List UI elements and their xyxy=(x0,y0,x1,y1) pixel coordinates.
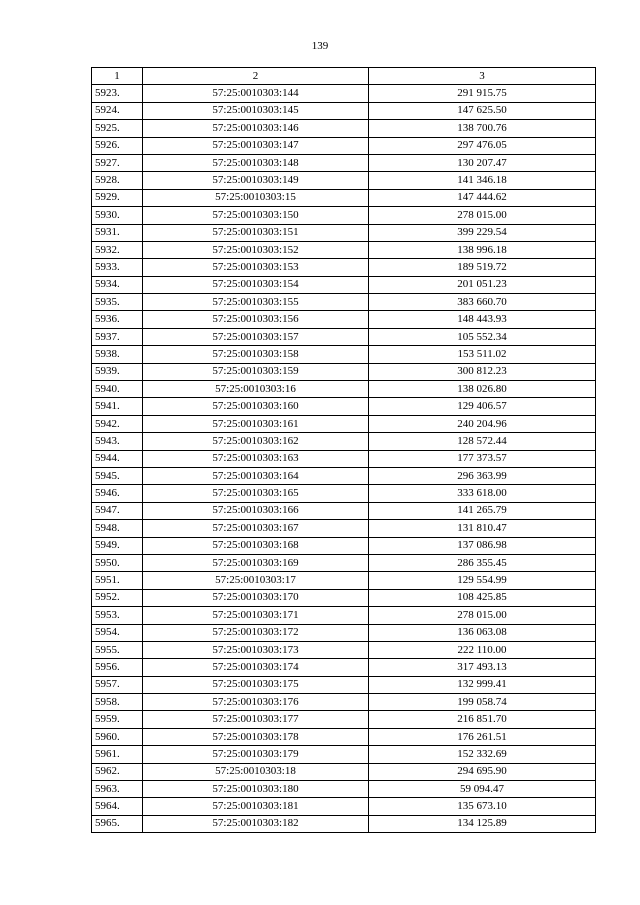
row-number-cell: 5957. xyxy=(92,676,143,693)
table-row xyxy=(92,502,596,519)
table-row xyxy=(92,172,596,189)
cadastral-number-cell: 57:25:0010303:144 xyxy=(143,85,369,102)
cadastral-value-cell: 278 015.00 xyxy=(369,607,596,624)
cadastral-number-cell: 57:25:0010303:164 xyxy=(143,467,369,484)
table-row xyxy=(92,433,596,450)
table-row xyxy=(92,781,596,798)
row-number-cell: 5944. xyxy=(92,450,143,467)
row-number-cell: 5943. xyxy=(92,433,143,450)
row-number-cell: 5950. xyxy=(92,554,143,571)
cadastral-value-cell: 138 996.18 xyxy=(369,241,596,258)
row-number-cell: 5923. xyxy=(92,85,143,102)
row-number-cell: 5965. xyxy=(92,815,143,832)
cadastral-number-cell: 57:25:0010303:163 xyxy=(143,450,369,467)
cadastral-number-cell: 57:25:0010303:156 xyxy=(143,311,369,328)
cadastral-value-cell: 222 110.00 xyxy=(369,641,596,658)
table-row xyxy=(92,259,596,276)
cadastral-value-cell: 177 373.57 xyxy=(369,450,596,467)
cadastral-value-cell: 216 851.70 xyxy=(369,711,596,728)
column-header-1: 1 xyxy=(92,68,143,85)
cadastral-number-cell: 57:25:0010303:182 xyxy=(143,815,369,832)
table-row xyxy=(92,137,596,154)
table-row xyxy=(92,659,596,676)
cadastral-number-cell: 57:25:0010303:179 xyxy=(143,746,369,763)
row-number-cell: 5939. xyxy=(92,363,143,380)
cadastral-value-table xyxy=(91,67,596,833)
cadastral-number-cell: 57:25:0010303:159 xyxy=(143,363,369,380)
cadastral-number-cell: 57:25:0010303:15 xyxy=(143,189,369,206)
table-row xyxy=(92,85,596,102)
table-row xyxy=(92,607,596,624)
row-number-cell: 5935. xyxy=(92,294,143,311)
cadastral-number-cell: 57:25:0010303:162 xyxy=(143,433,369,450)
cadastral-value-cell: 317 493.13 xyxy=(369,659,596,676)
cadastral-value-cell: 153 511.02 xyxy=(369,346,596,363)
row-number-cell: 5959. xyxy=(92,711,143,728)
table-row xyxy=(92,398,596,415)
table-row xyxy=(92,676,596,693)
row-number-cell: 5946. xyxy=(92,485,143,502)
row-number-cell: 5962. xyxy=(92,763,143,780)
row-number-cell: 5925. xyxy=(92,120,143,137)
table-row xyxy=(92,520,596,537)
row-number-cell: 5953. xyxy=(92,607,143,624)
cadastral-number-cell: 57:25:0010303:16 xyxy=(143,381,369,398)
row-number-cell: 5954. xyxy=(92,624,143,641)
row-number-cell: 5928. xyxy=(92,172,143,189)
cadastral-value-cell: 147 625.50 xyxy=(369,102,596,119)
row-number-cell: 5956. xyxy=(92,659,143,676)
row-number-cell: 5931. xyxy=(92,224,143,241)
cadastral-value-cell: 201 051.23 xyxy=(369,276,596,293)
row-number-cell: 5958. xyxy=(92,694,143,711)
row-number-cell: 5951. xyxy=(92,572,143,589)
table-row xyxy=(92,328,596,345)
cadastral-number-cell: 57:25:0010303:177 xyxy=(143,711,369,728)
cadastral-value-cell: 240 204.96 xyxy=(369,415,596,432)
cadastral-number-cell: 57:25:0010303:167 xyxy=(143,520,369,537)
row-number-cell: 5936. xyxy=(92,311,143,328)
cadastral-number-cell: 57:25:0010303:152 xyxy=(143,241,369,258)
table-row xyxy=(92,694,596,711)
cadastral-number-cell: 57:25:0010303:148 xyxy=(143,154,369,171)
cadastral-value-cell: 129 406.57 xyxy=(369,398,596,415)
table-row xyxy=(92,711,596,728)
column-header-2: 2 xyxy=(143,68,369,85)
row-number-cell: 5952. xyxy=(92,589,143,606)
cadastral-value-cell: 137 086.98 xyxy=(369,537,596,554)
cadastral-number-cell: 57:25:0010303:169 xyxy=(143,554,369,571)
row-number-cell: 5927. xyxy=(92,154,143,171)
cadastral-value-cell: 141 346.18 xyxy=(369,172,596,189)
table-row xyxy=(92,241,596,258)
cadastral-value-cell: 300 812.23 xyxy=(369,363,596,380)
row-number-cell: 5929. xyxy=(92,189,143,206)
row-number-cell: 5941. xyxy=(92,398,143,415)
table-row xyxy=(92,224,596,241)
table-row xyxy=(92,294,596,311)
cadastral-number-cell: 57:25:0010303:155 xyxy=(143,294,369,311)
cadastral-value-cell: 105 552.34 xyxy=(369,328,596,345)
cadastral-value-cell: 176 261.51 xyxy=(369,728,596,745)
table-row xyxy=(92,798,596,815)
row-number-cell: 5932. xyxy=(92,241,143,258)
cadastral-value-cell: 131 810.47 xyxy=(369,520,596,537)
cadastral-value-cell: 129 554.99 xyxy=(369,572,596,589)
cadastral-number-cell: 57:25:0010303:149 xyxy=(143,172,369,189)
cadastral-value-cell: 399 229.54 xyxy=(369,224,596,241)
row-number-cell: 5942. xyxy=(92,415,143,432)
row-number-cell: 5963. xyxy=(92,781,143,798)
table-row xyxy=(92,624,596,641)
table-row xyxy=(92,381,596,398)
cadastral-number-cell: 57:25:0010303:175 xyxy=(143,676,369,693)
cadastral-value-cell: 128 572.44 xyxy=(369,433,596,450)
row-number-cell: 5934. xyxy=(92,276,143,293)
row-number-cell: 5924. xyxy=(92,102,143,119)
cadastral-number-cell: 57:25:0010303:174 xyxy=(143,659,369,676)
column-header-3: 3 xyxy=(369,68,596,85)
table-row xyxy=(92,346,596,363)
cadastral-value-cell: 294 695.90 xyxy=(369,763,596,780)
page-number: 139 xyxy=(311,40,329,52)
cadastral-value-cell: 286 355.45 xyxy=(369,554,596,571)
cadastral-number-cell: 57:25:0010303:181 xyxy=(143,798,369,815)
cadastral-number-cell: 57:25:0010303:160 xyxy=(143,398,369,415)
row-number-cell: 5955. xyxy=(92,641,143,658)
table-row xyxy=(92,207,596,224)
cadastral-number-cell: 57:25:0010303:146 xyxy=(143,120,369,137)
cadastral-value-cell: 130 207.47 xyxy=(369,154,596,171)
table-row xyxy=(92,363,596,380)
row-number-cell: 5948. xyxy=(92,520,143,537)
cadastral-value-cell: 333 618.00 xyxy=(369,485,596,502)
table-row xyxy=(92,154,596,171)
table-row xyxy=(92,120,596,137)
cadastral-value-cell: 199 058.74 xyxy=(369,694,596,711)
cadastral-value-cell: 138 026.80 xyxy=(369,381,596,398)
cadastral-number-cell: 57:25:0010303:178 xyxy=(143,728,369,745)
cadastral-number-cell: 57:25:0010303:168 xyxy=(143,537,369,554)
row-number-cell: 5964. xyxy=(92,798,143,815)
cadastral-number-cell: 57:25:0010303:172 xyxy=(143,624,369,641)
row-number-cell: 5945. xyxy=(92,467,143,484)
row-number-cell: 5926. xyxy=(92,137,143,154)
table-body xyxy=(92,85,596,833)
cadastral-number-cell: 57:25:0010303:171 xyxy=(143,607,369,624)
cadastral-number-cell: 57:25:0010303:18 xyxy=(143,763,369,780)
cadastral-value-cell: 291 915.75 xyxy=(369,85,596,102)
table-row xyxy=(92,763,596,780)
cadastral-number-cell: 57:25:0010303:180 xyxy=(143,781,369,798)
cadastral-number-cell: 57:25:0010303:153 xyxy=(143,259,369,276)
row-number-cell: 5960. xyxy=(92,728,143,745)
cadastral-number-cell: 57:25:0010303:145 xyxy=(143,102,369,119)
cadastral-number-cell: 57:25:0010303:154 xyxy=(143,276,369,293)
row-number-cell: 5938. xyxy=(92,346,143,363)
cadastral-value-cell: 59 094.47 xyxy=(369,781,596,798)
cadastral-number-cell: 57:25:0010303:161 xyxy=(143,415,369,432)
cadastral-value-cell: 136 063.08 xyxy=(369,624,596,641)
cadastral-value-cell: 108 425.85 xyxy=(369,589,596,606)
table-row xyxy=(92,450,596,467)
cadastral-value-cell: 134 125.89 xyxy=(369,815,596,832)
table-row xyxy=(92,485,596,502)
cadastral-value-cell: 296 363.99 xyxy=(369,467,596,484)
table-header-row xyxy=(92,68,596,85)
cadastral-value-cell: 138 700.76 xyxy=(369,120,596,137)
cadastral-value-cell: 132 999.41 xyxy=(369,676,596,693)
table-row xyxy=(92,554,596,571)
row-number-cell: 5947. xyxy=(92,502,143,519)
cadastral-number-cell: 57:25:0010303:173 xyxy=(143,641,369,658)
cadastral-number-cell: 57:25:0010303:151 xyxy=(143,224,369,241)
table-row xyxy=(92,189,596,206)
cadastral-number-cell: 57:25:0010303:150 xyxy=(143,207,369,224)
cadastral-value-cell: 189 519.72 xyxy=(369,259,596,276)
cadastral-number-cell: 57:25:0010303:176 xyxy=(143,694,369,711)
cadastral-number-cell: 57:25:0010303:17 xyxy=(143,572,369,589)
cadastral-number-cell: 57:25:0010303:166 xyxy=(143,502,369,519)
cadastral-value-cell: 148 443.93 xyxy=(369,311,596,328)
table-row xyxy=(92,728,596,745)
table-row xyxy=(92,589,596,606)
cadastral-value-cell: 141 265.79 xyxy=(369,502,596,519)
row-number-cell: 5940. xyxy=(92,381,143,398)
cadastral-number-cell: 57:25:0010303:157 xyxy=(143,328,369,345)
cadastral-number-cell: 57:25:0010303:158 xyxy=(143,346,369,363)
table-row xyxy=(92,572,596,589)
table-row xyxy=(92,537,596,554)
cadastral-value-cell: 297 476.05 xyxy=(369,137,596,154)
table-row xyxy=(92,746,596,763)
row-number-cell: 5933. xyxy=(92,259,143,276)
table-row xyxy=(92,311,596,328)
cadastral-number-cell: 57:25:0010303:170 xyxy=(143,589,369,606)
table-row xyxy=(92,641,596,658)
table-row xyxy=(92,467,596,484)
cadastral-value-cell: 135 673.10 xyxy=(369,798,596,815)
table-row xyxy=(92,815,596,832)
row-number-cell: 5961. xyxy=(92,746,143,763)
cadastral-number-cell: 57:25:0010303:147 xyxy=(143,137,369,154)
row-number-cell: 5949. xyxy=(92,537,143,554)
row-number-cell: 5937. xyxy=(92,328,143,345)
table-row xyxy=(92,276,596,293)
cadastral-value-cell: 152 332.69 xyxy=(369,746,596,763)
table-row xyxy=(92,102,596,119)
cadastral-value-cell: 278 015.00 xyxy=(369,207,596,224)
cadastral-number-cell: 57:25:0010303:165 xyxy=(143,485,369,502)
cadastral-value-cell: 383 660.70 xyxy=(369,294,596,311)
cadastral-value-cell: 147 444.62 xyxy=(369,189,596,206)
table-row xyxy=(92,415,596,432)
row-number-cell: 5930. xyxy=(92,207,143,224)
